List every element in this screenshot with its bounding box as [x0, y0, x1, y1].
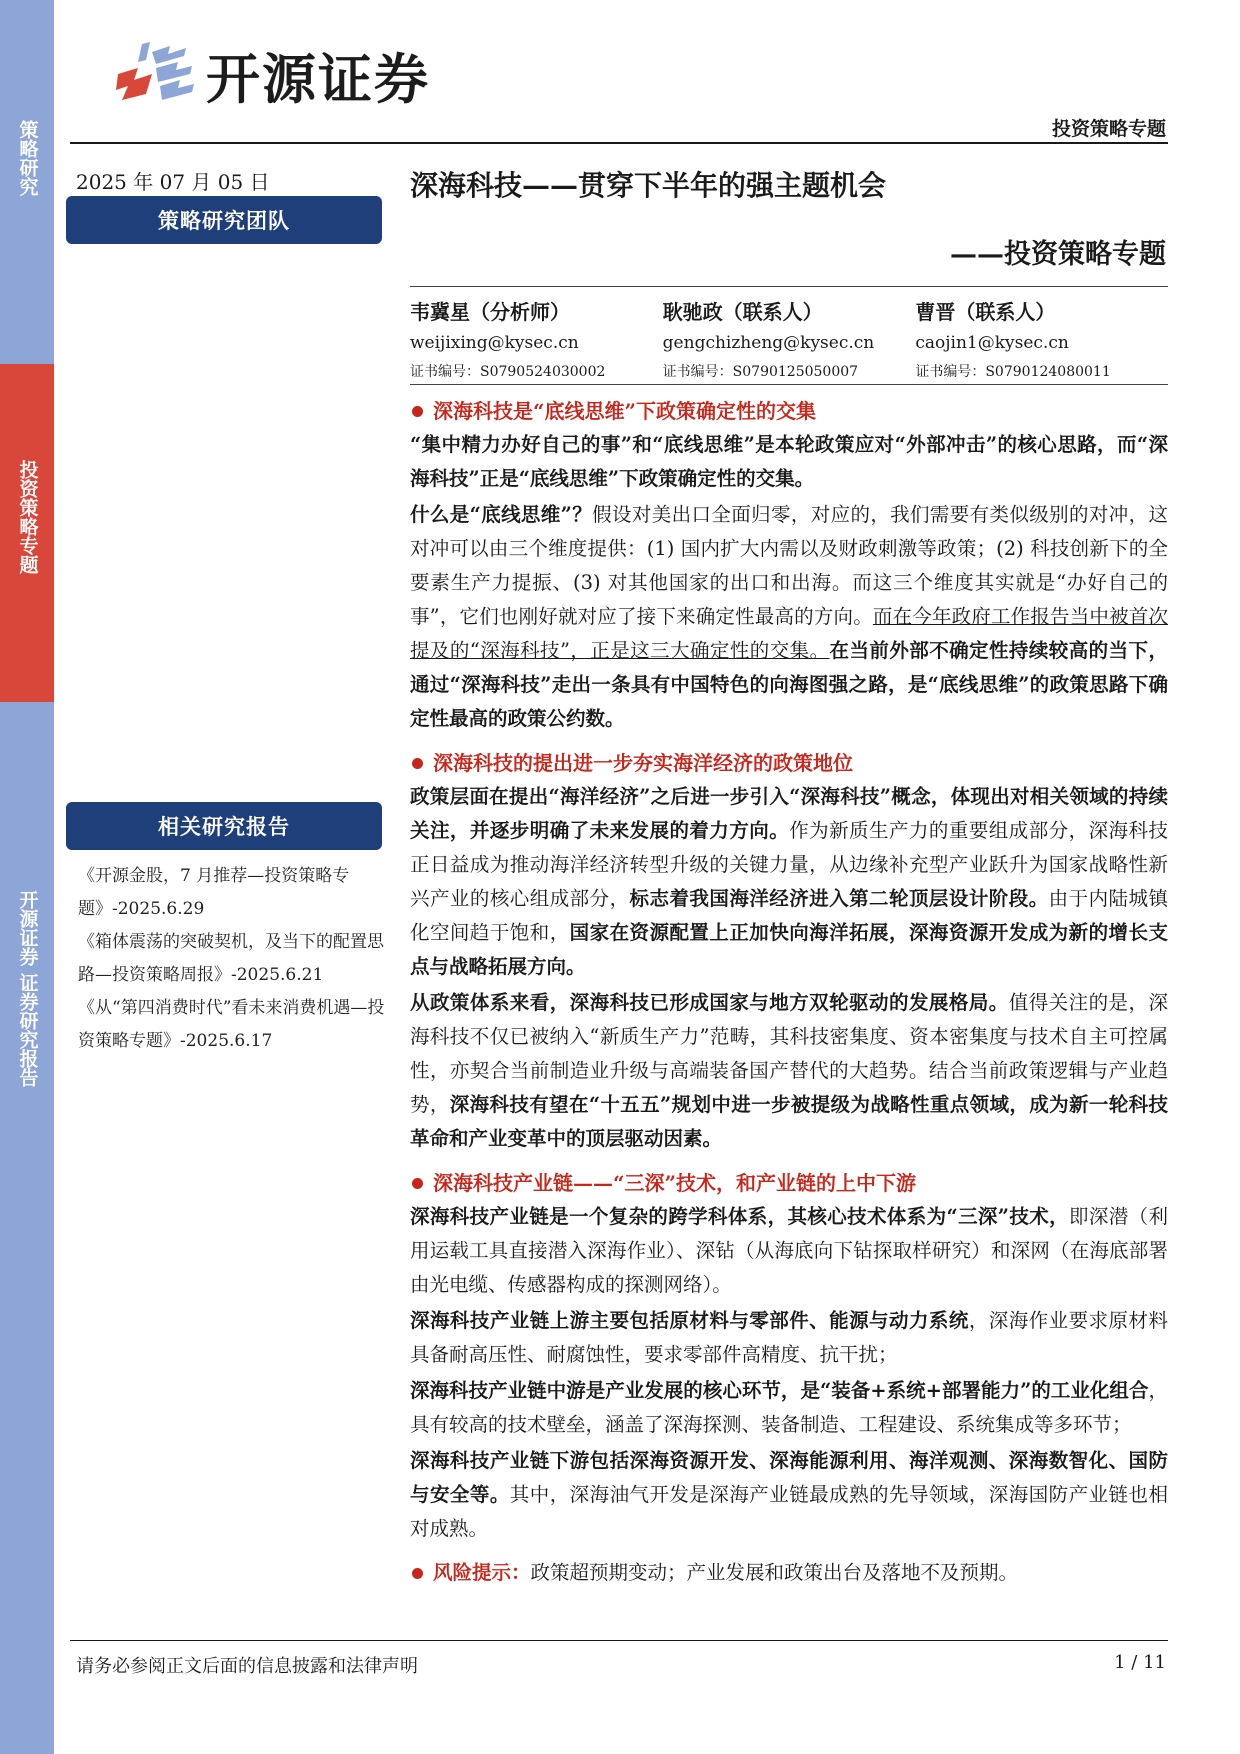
author-card — [410, 296, 663, 381]
report-subtitle: ——投资策略专题 — [950, 239, 1166, 270]
risk-text: 政策超预期变动；产业发展和政策出台及落地不及预期。 — [530, 1561, 1019, 1584]
related-report-item[interactable]: 《开源金股，7 月推荐—投资策略专题》-2025.6.29 — [78, 866, 350, 919]
bullet-dot-icon — [412, 1568, 423, 1579]
section-heading: 深海科技的提出进一步夯实海洋经济的政策地位 — [410, 746, 1168, 780]
section-heading: 深海科技是“底线思维”下政策确定性的交集 — [410, 394, 1168, 428]
author-name: 耿驰政（联系人） — [662, 300, 823, 324]
header-tag: 投资策略专题 — [1051, 118, 1166, 140]
author-card — [663, 296, 916, 381]
author-cert: 证书编号：S0790124080011 — [915, 364, 1111, 380]
side-label-bottom: 开源证券 证券研究报告 — [16, 890, 39, 1087]
author-cert: 证书编号：S0790524030002 — [410, 364, 606, 380]
paragraph: 深海科技产业链是一个复杂的跨学科体系，其核心技术体系为“三深”技术，即深潜（利用运载工具直接潜入深海作业）、深钻（从海底向下钻探取样研究）和深网（在海底部署由光电缆、传感器构成的探测网络）。 — [410, 1205, 1168, 1296]
brand-mark-icon — [112, 38, 198, 112]
paragraph: 深海科技产业链上游主要包括原材料与零部件、能源与动力系统，深海作业要求原材料具备耐高压性、耐腐蚀性，要求零部件高精度、抗干扰； — [410, 1309, 1168, 1366]
paragraph: 从政策体系来看，深海科技已形成国家与地方双轮驱动的发展格局。值得关注的是，深海科技不仅已被纳入“新质生产力”范畴，其科技密集度、资本密集度与技术自主可控属性，亦契合当前制造业升级与高端装备国产替代的大趋势。结合当前政策逻辑与产业趋势，深海科技有望在“十五五”规划中进一步被提级为战略性重点领域，成为新一轮科技革命和产业变革中的顶层驱动因素。 — [410, 991, 1168, 1150]
bullet-dot-icon — [412, 1178, 423, 1189]
paragraph: 政策层面在提出“海洋经济”之后进一步引入“深海科技”概念，体现出对相关领域的持续关注，并逐步明确了未来发展的着力方向。作为新质生产力的重要组成部分，深海科技正日益成为推动海洋经济转型升级的关键力量，从边缘补充型产业跃升为国家战略性新兴产业的核心组成部分，标志着我国海洋经济进入第二轮顶层设计阶段。由于内陆城镇化空间趋于饱和，国家在资源配置上正加快向海洋拓展，深海资源开发成为新的增长支点与战略拓展方向。 — [410, 785, 1168, 978]
author-rule-top — [410, 286, 1168, 287]
author-rule-bottom — [410, 384, 1168, 385]
bullet-dot-icon — [412, 406, 423, 417]
report-title: 深海科技——贯穿下半年的强主题机会 — [410, 169, 887, 202]
paragraph: “集中精力办好自己的事”和“底线思维”是本轮政策应对“外部冲击”的核心思路，而“深海科技”正是“底线思维”下政策确定性的交集。 — [410, 433, 1168, 490]
author-cert: 证书编号：S0790125050007 — [662, 364, 859, 380]
author-card — [915, 296, 1168, 381]
section-heading: 深海科技产业链——“三深”技术，和产业链的上中下游 — [410, 1166, 1168, 1200]
report-date: 2025 年 07 月 05 日 — [76, 170, 270, 194]
authors — [410, 296, 1168, 381]
related-label: 相关研究报告 — [66, 802, 382, 850]
author-name: 韦冀星（分析师） — [410, 300, 570, 324]
team-label: 策略研究团队 — [66, 196, 382, 244]
bullet-dot-icon — [412, 758, 423, 769]
paragraph: 什么是“底线思维”？假设对美出口全面归零，对应的，我们需要有类似级别的对冲，这对冲可以由三个维度提供：(1) 国内扩大内需以及财政刺激等政策；(2) 科技创新下的全要素生产力提振、(3) 对其他国家的出口和出海。而这三个维度其实就是“办好自己的事”，它们也刚好就对应了接下来确定性最高的方向。而在今年政府工作报告当中被首次提及的“深海科技”，正是这三大确定性的交集。在当前外部不确定性持续较高的当下，通过“深海科技”走出一条具有中国特色的向海图强之路，是“底线思维”的政策思路下确定性最高的政策公约数。 — [410, 503, 1168, 730]
footer-disclaimer: 请务必参阅正文后面的信息披露和法律声明 — [76, 1656, 418, 1677]
side-bar — [0, 0, 54, 1754]
risk-note — [410, 1556, 1168, 1590]
author-email[interactable]: weijixing@kysec.cn — [410, 333, 579, 353]
report-body — [410, 394, 1168, 1590]
related-report-item[interactable]: 《箱体震荡的突破契机，及当下的配置思路—投资策略周报》-2025.6.21 — [78, 932, 384, 985]
related-reports-list — [78, 860, 388, 1058]
paragraph: 深海科技产业链中游是产业发展的核心环节，是“装备+系统+部署能力”的工业化组合，具有较高的技术壁垒，涵盖了深海探测、装备制造、工程建设、系统集成等多环节； — [410, 1379, 1168, 1436]
author-email[interactable]: gengchizheng@kysec.cn — [662, 333, 875, 353]
author-name: 曹晋（联系人） — [915, 300, 1056, 324]
side-label-top: 策略研究 — [16, 120, 39, 196]
related-report-item[interactable]: 《从“第四消费时代”看未来消费机遇—投资策略专题》-2025.6.17 — [78, 998, 385, 1051]
brand-logo — [112, 38, 472, 112]
risk-label: 风险提示： — [433, 1561, 531, 1584]
side-label-middle: 投资策略专题 — [16, 460, 39, 574]
page-number: 1 / 11 — [1114, 1652, 1166, 1673]
footer-rule — [70, 1640, 1168, 1641]
paragraph: 深海科技产业链下游包括深海资源开发、深海能源利用、海洋观测、深海数智化、国防与安全等。其中，深海油气开发是深海产业链最成熟的先导领域，深海国防产业链也相对成熟。 — [410, 1449, 1168, 1540]
brand-name: 开源证券 — [206, 47, 430, 111]
author-email[interactable]: caojin1@kysec.cn — [915, 333, 1069, 353]
header-rule — [70, 142, 1168, 144]
